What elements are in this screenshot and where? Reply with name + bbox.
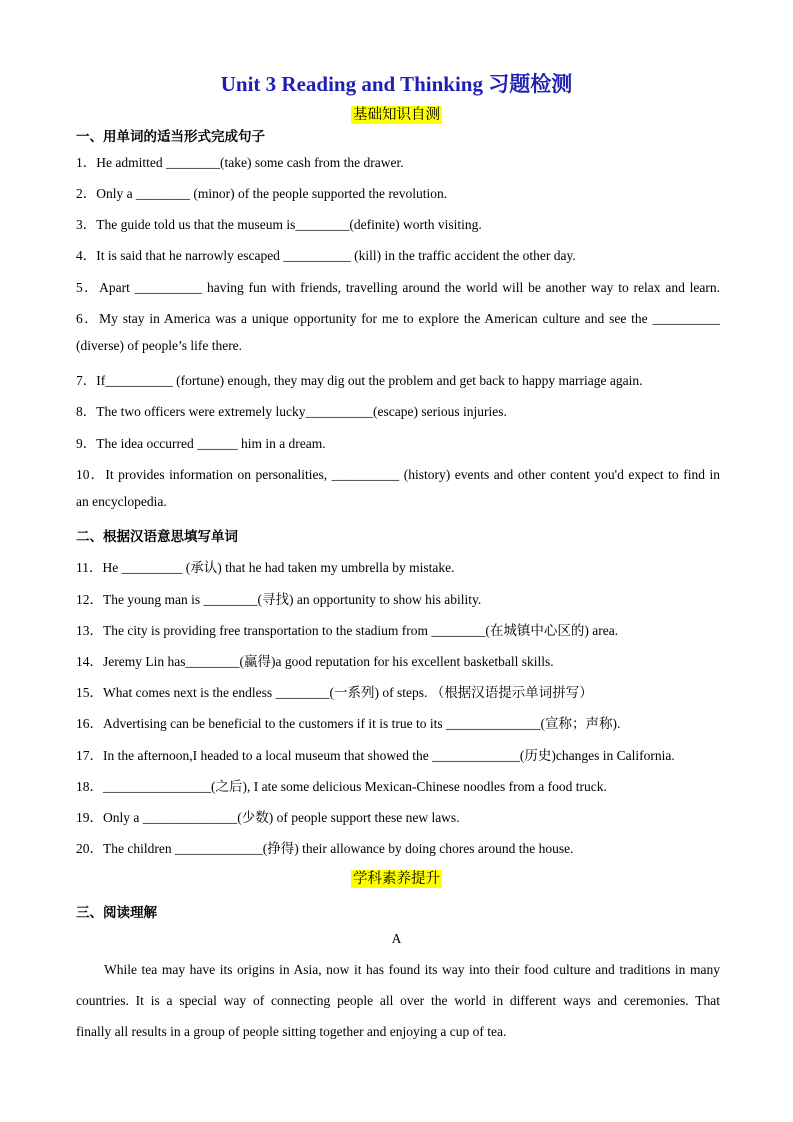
exercise-item: 8．The two officers were extremely lucky__________(escape) serious injuries. <box>76 404 507 419</box>
section-badge-advanced <box>0 867 793 888</box>
section-heading-3: 三、阅读理解 <box>76 905 157 921</box>
exercise-item: 3．The guide told us that the museum is________(definite) worth visiting. <box>76 217 482 232</box>
exercise-item: 6．My stay in America was a unique opportunity for me to explore the American culture and see the __________ <box>76 311 720 326</box>
passage-line: countries. It is a special way of connecting people all over the world in different ways and ceremonies. That <box>76 993 720 1008</box>
badge-label: 学科素养提升 <box>353 871 440 887</box>
exercise-item: 16．Advertising can be beneficial to the customers if it is true to its ______________(宣称；声称). <box>76 716 621 731</box>
exercise-item: 7．If__________ (fortune) enough, they may dig out the problem and get back to happy marriage again. <box>76 373 643 388</box>
exercise-item: 10．It provides information on personalities, __________ (history) events and other content you'd expect to find in <box>76 467 720 482</box>
exercise-item: 13．The city is providing free transportation to the stadium from ________(在城镇中心区的) area. <box>76 623 619 638</box>
exercise-item: 5．Apart __________ having fun with friends, travelling around the world will be another way to relax and learn. <box>76 280 720 295</box>
exercise-item: 11．He _________ (承认) that he had taken my umbrella by mistake. <box>76 560 455 575</box>
section-badge-basic <box>0 103 793 124</box>
section-heading-1: 一、用单词的适当形式完成句子 <box>76 129 265 145</box>
exercise-item: 9．The idea occurred ______ him in a dream. <box>76 436 326 451</box>
badge-label: 基础知识自测 <box>353 107 440 123</box>
exercise-item-continuation: (diverse) of people’s life there. <box>76 338 243 353</box>
exercise-item: 1．He admitted ________(take) some cash from the drawer. <box>76 155 404 170</box>
exercise-item: 20．The children _____________(挣得) their allowance by doing chores around the house. <box>76 841 574 856</box>
passage-line: While tea may have its origins in Asia, now it has found its way into their food culture and traditions in many <box>104 962 720 977</box>
passage-label: A <box>391 931 402 946</box>
exercise-item: 4．It is said that he narrowly escaped __________ (kill) in the traffic accident the other day. <box>76 248 576 263</box>
exercise-item: 15．What comes next is the endless ________(一系列) of steps. （根据汉语提示单词拼写） <box>76 685 593 700</box>
exercise-item: 18．________________(之后), I ate some delicious Mexican-Chinese noodles from a food truck. <box>76 779 607 794</box>
section-heading-2: 二、根据汉语意思填写单词 <box>76 529 238 545</box>
passage-line: finally all results in a group of people sitting together and enjoying a cup of tea. <box>76 1024 507 1039</box>
exercise-item: 19．Only a ______________(少数) of people support these new laws. <box>76 810 460 825</box>
exercise-item-continuation: an encyclopedia. <box>76 494 167 509</box>
page-title: Unit 3 Reading and Thinking 习题检测 <box>220 72 573 96</box>
exercise-item: 12．The young man is ________(寻找) an opportunity to show his ability. <box>76 592 482 607</box>
exercise-item: 17．In the afternoon,I headed to a local museum that showed the _____________(历史)changes in California. <box>76 748 675 763</box>
exercise-item: 14．Jeremy Lin has________(赢得)a good reputation for his excellent basketball skills. <box>76 654 554 669</box>
exercise-item: 2．Only a ________ (minor) of the people supported the revolution. <box>76 186 448 201</box>
